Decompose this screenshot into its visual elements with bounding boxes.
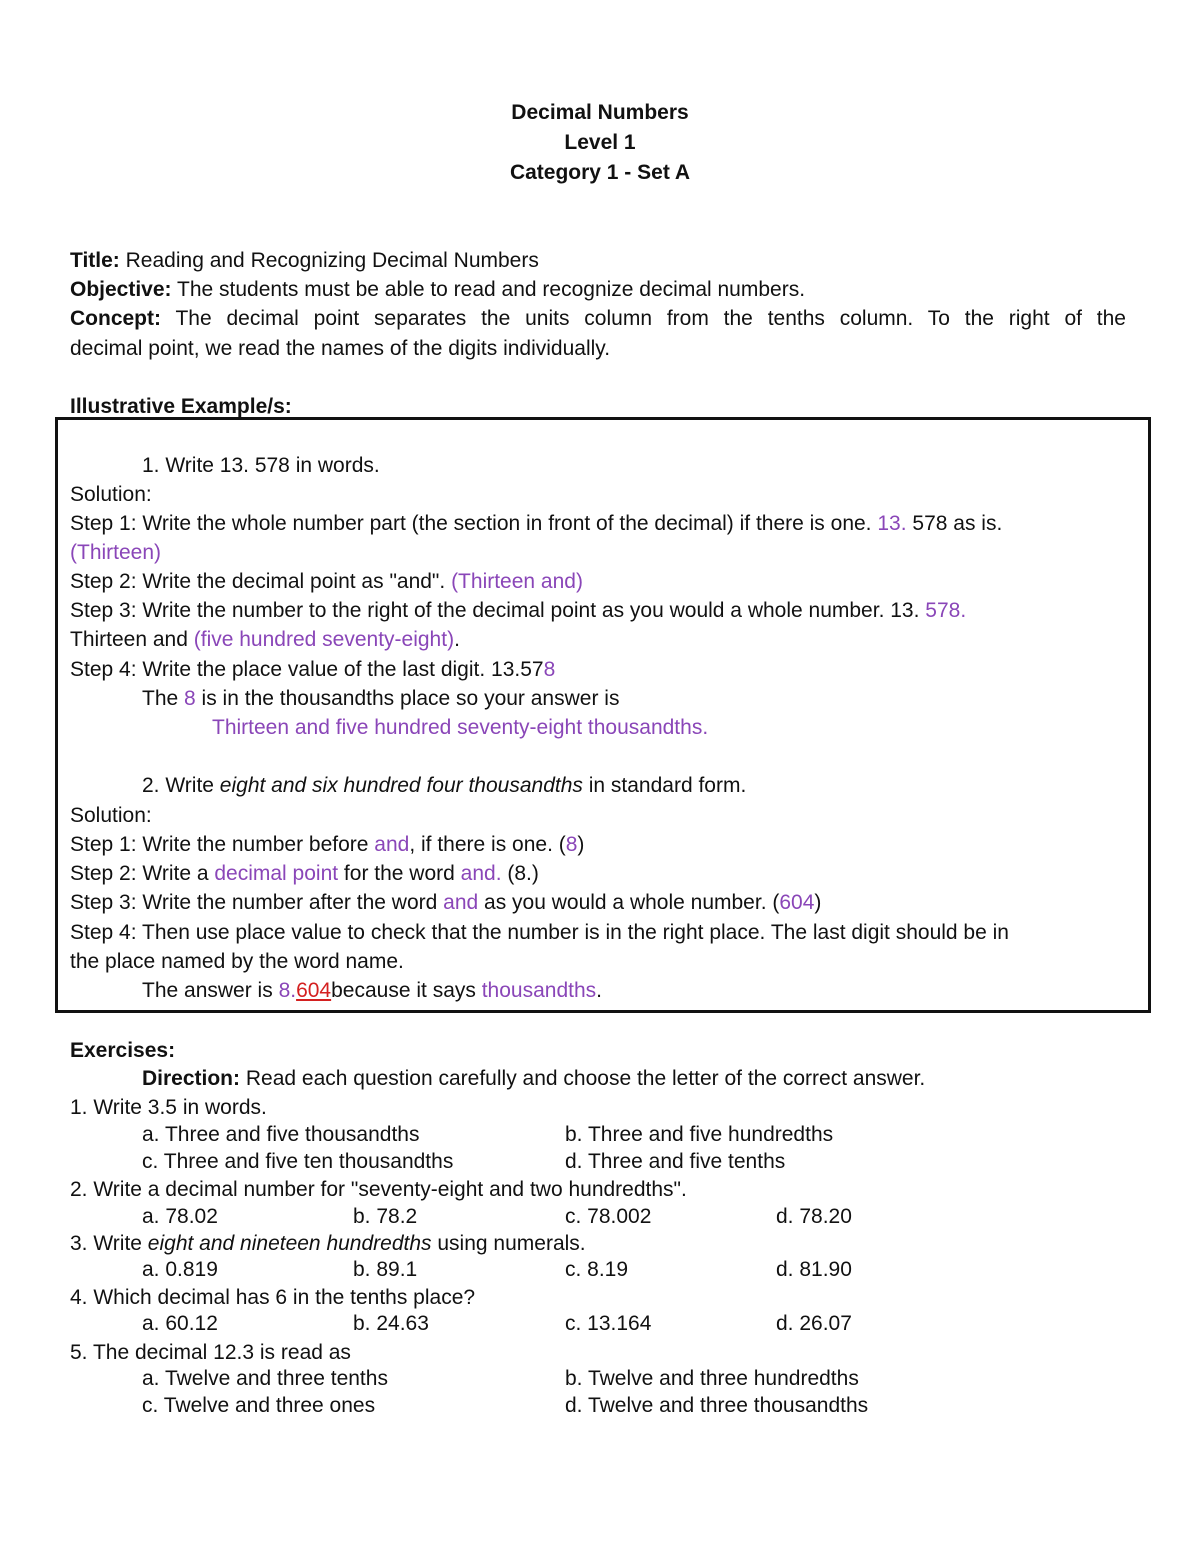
q4-option-d: d. 26.07 — [776, 1312, 852, 1335]
step-highlight: decimal point — [214, 862, 339, 885]
step-text: is in the thousandths place so your answer is — [195, 687, 620, 710]
step-highlight: 604 — [779, 891, 815, 914]
step-text: ) — [814, 891, 822, 914]
step-text: Step 1: Write the number before — [70, 833, 375, 856]
answer-text: . — [596, 979, 602, 1002]
q1-option-c: c. Three and five ten thousandths — [142, 1150, 454, 1173]
example2-answer — [142, 976, 602, 1005]
step-text: . — [454, 628, 460, 651]
example2-solution-label: Solution: — [70, 804, 152, 827]
question-italic: eight and six hundred four thousandths — [219, 774, 583, 797]
concept-line-1 — [70, 304, 1126, 333]
q1-option-d: d. Three and five tenths — [565, 1150, 786, 1173]
step-text: , if there is one. ( — [409, 833, 566, 856]
q5-option-d: d. Twelve and three thousandths — [565, 1394, 869, 1417]
question-4: 4. Which decimal has 6 in the tenths place? — [70, 1286, 476, 1309]
step-highlight: 13. — [877, 512, 907, 535]
q2-option-a: a. 78.02 — [142, 1205, 218, 1228]
q4-option-b: b. 24.63 — [353, 1312, 429, 1335]
step-text: The — [142, 687, 185, 710]
step-text: Step 2: Write a — [70, 862, 215, 885]
q5-option-b: b. Twelve and three hundredths — [565, 1367, 859, 1390]
question-2: 2. Write a decimal number for "seventy-eight and two hundredths". — [70, 1178, 687, 1201]
step-text: Step 3: Write the number to the right of the decimal point as you would a whole number. 13. — [70, 599, 926, 622]
answer-text: The answer is — [142, 979, 279, 1002]
example2-step2 — [70, 859, 539, 888]
category-heading: Category 1 - Set A — [509, 161, 691, 184]
objective-label: Objective: — [70, 278, 172, 301]
step-highlight: and. — [460, 862, 502, 885]
question-3 — [70, 1229, 586, 1258]
example2-question — [142, 771, 746, 800]
q3-option-b: b. 89.1 — [353, 1258, 418, 1281]
answer-underlined: 604 — [296, 979, 332, 1002]
step-text: Step 1: Write the whole number part (the section in front of the decimal) if there is one. — [70, 512, 878, 535]
q3-option-a: a. 0.819 — [142, 1258, 218, 1281]
example1-step4-cont — [142, 684, 619, 713]
example2-step3 — [70, 888, 821, 917]
step-text: for the word — [338, 862, 461, 885]
answer-text: because it says — [331, 979, 482, 1002]
title-label: Title: — [70, 249, 120, 272]
q1-option-a: a. Three and five thousandths — [142, 1123, 420, 1146]
q2-option-c: c. 78.002 — [565, 1205, 652, 1228]
q4-option-a: a. 60.12 — [142, 1312, 218, 1335]
step-highlight: 8 — [543, 658, 556, 681]
q4-option-c: c. 13.164 — [565, 1312, 652, 1335]
step-highlight: (Thirteen and) — [451, 570, 583, 593]
step-highlight: 8 — [565, 833, 578, 856]
direction-label: Direction: — [142, 1067, 241, 1090]
answer-highlight: thousandths — [481, 979, 597, 1002]
q5-option-a: a. Twelve and three tenths — [142, 1367, 388, 1390]
example1-answer: Thirteen and five hundred seventy-eight thousandths. — [212, 716, 709, 739]
q1-option-b: b. Three and five hundredths — [565, 1123, 834, 1146]
example2-step4: Step 4: Then use place value to check that the number is in the right place. The last digit should be in — [70, 921, 1009, 944]
step-highlight: 578. — [925, 599, 967, 622]
step-highlight: 8 — [184, 687, 196, 710]
example1-step2 — [70, 567, 583, 596]
question-italic: eight and nineteen hundredths — [147, 1232, 432, 1255]
title-text: Reading and Recognizing Decimal Numbers — [125, 249, 539, 272]
q2-option-b: b. 78.2 — [353, 1205, 418, 1228]
step-text: ) — [577, 833, 585, 856]
step-highlight: and — [443, 891, 479, 914]
question-5: 5. The decimal 12.3 is read as — [70, 1341, 351, 1364]
exercises-heading: Exercises: — [70, 1039, 176, 1062]
objective-text: The students must be able to read and recognize decimal numbers. — [177, 278, 806, 301]
example1-solution-label: Solution: — [70, 483, 152, 506]
q5-option-c: c. Twelve and three ones — [142, 1394, 376, 1417]
example2-step1 — [70, 830, 584, 859]
lesson-title — [70, 246, 539, 275]
q3-option-c: c. 8.19 — [565, 1258, 629, 1281]
step-text: Thirteen and — [70, 628, 194, 651]
direction — [142, 1064, 925, 1093]
level-heading: Level 1 — [564, 131, 636, 154]
step-text: Step 3: Write the number after the word — [70, 891, 444, 914]
concept-label: Concept: — [70, 307, 161, 330]
answer-highlight: 8. — [278, 979, 297, 1002]
objective — [70, 275, 805, 304]
example1-step4 — [70, 655, 555, 684]
step-text: 578 as is. — [906, 512, 1003, 535]
example1-step1-highlight: (Thirteen) — [70, 541, 162, 564]
example1-step3-cont — [70, 625, 460, 654]
example2-step4-cont: the place named by the word name. — [70, 950, 404, 973]
q3-option-d: d. 81.90 — [776, 1258, 852, 1281]
examples-heading: Illustrative Example/s: — [70, 395, 292, 418]
step-text: Step 2: Write the decimal point as "and". — [70, 570, 452, 593]
question-text: 3. Write — [70, 1232, 148, 1255]
step-highlight: and — [374, 833, 410, 856]
concept-text-1: The decimal point separates the units column from the tenths column. To the right of the — [175, 307, 1126, 330]
question-text: in standard form. — [582, 774, 747, 797]
example1-question: 1. Write 13. 578 in words. — [142, 454, 380, 477]
step-text: (8.) — [501, 862, 539, 885]
concept-line-2: decimal point, we read the names of the digits individually. — [70, 337, 611, 360]
question-text: 2. Write — [142, 774, 220, 797]
step-highlight: (five hundred seventy-eight) — [193, 628, 455, 651]
step-text: Step 4: Write the place value of the last digit. 13.57 — [70, 658, 544, 681]
example1-step3 — [70, 596, 966, 625]
q2-option-d: d. 78.20 — [776, 1205, 852, 1228]
step-text: as you would a whole number. ( — [478, 891, 780, 914]
page-title: Decimal Numbers — [511, 101, 689, 124]
example1-step1 — [70, 509, 1002, 538]
question-text: using numerals. — [431, 1232, 586, 1255]
question-1: 1. Write 3.5 in words. — [70, 1096, 267, 1119]
direction-text: Read each question carefully and choose the letter of the correct answer. — [245, 1067, 926, 1090]
